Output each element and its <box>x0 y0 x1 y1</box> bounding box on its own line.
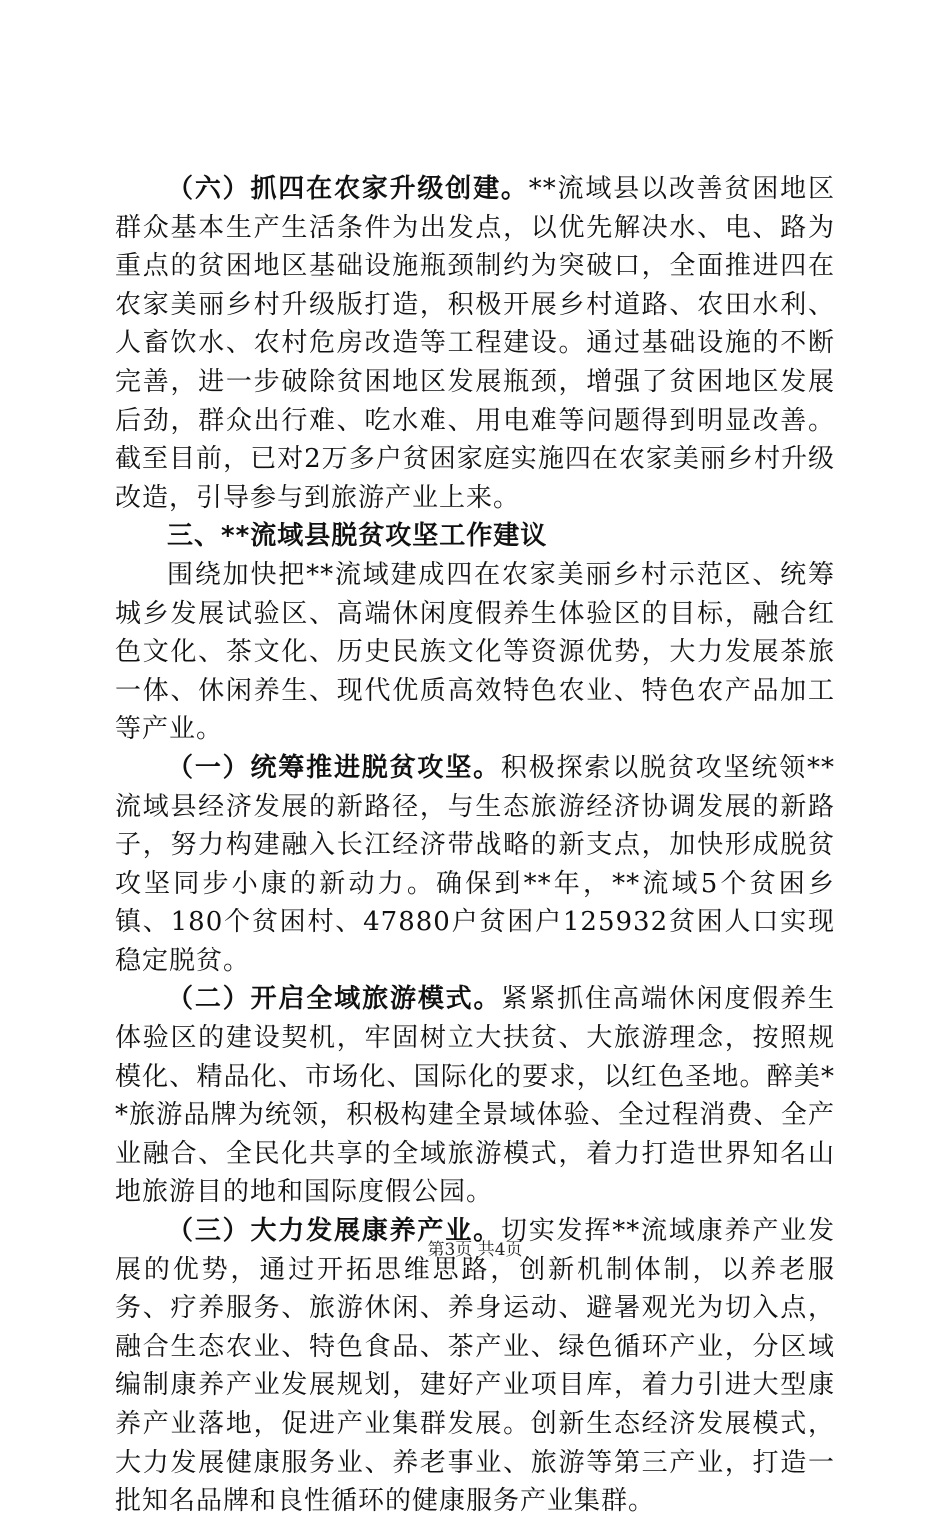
paragraph-text: 积极探索以脱贫攻坚统领**流域县经济发展的新路径，与生态旅游经济协调发展的新路子，努力构建融入长江经济带战略的新支点，加快形成脱贫攻坚同步小康的新动力。确保到**年，**流域5个贫困乡镇、180个贫困村、47880户贫困户125932贫困人口实现稳定脱贫。 <box>115 752 835 976</box>
page-footer: 第3页 共4页 <box>427 1240 523 1260</box>
paragraph-lead: （一）统筹推进脱贫攻坚。 <box>167 752 501 783</box>
paragraph-poverty-alleviation <box>115 749 835 981</box>
paragraph-lead: （三）大力发展康养产业。 <box>167 1216 501 1247</box>
paragraph-lead: （六）抓四在农家升级创建。 <box>167 174 529 204</box>
paragraph-upgrade-creation <box>115 170 835 517</box>
paragraph-text: 围绕加快把**流域建成四在农家美丽乡村示范区、统筹城乡发展试验区、高端休闲度假养生体验区的目标，融合红色文化、茶文化、历史民族文化等资源优势，大力发展茶旅一体、休闲养生、现代优质高效特色农业、特色农产品加工等产业。 <box>115 559 835 745</box>
paragraph-lead: （二）开启全域旅游模式。 <box>167 984 502 1015</box>
document-body <box>115 170 835 1521</box>
paragraph-intro <box>115 556 835 749</box>
paragraph-tourism <box>115 980 835 1212</box>
section-heading: 三、**流域县脱贫攻坚工作建议 <box>167 521 548 552</box>
paragraph-text: 紧紧抓住高端休闲度假养生体验区的建设契机，牢固树立大扶贫、大旅游理念，按照规模化、精品化、市场化、国际化的要求，以红色圣地。醉美**旅游品牌为统领，积极构建全景域体验、全过程消费、全产业融合、全民化共享的全域旅游模式，着力打造世界知名山地旅游目的地和国际度假公园。 <box>115 984 835 1208</box>
paragraph-text: **流域县以改善贫困地区群众基本生产生活条件为出发点，以优先解决水、电、路为重点的贫困地区基础设施瓶颈制约为突破口，全面推进四在农家美丽乡村升级版打造，积极开展乡村道路、农田水利、人畜饮水、农村危房改造等工程建设。通过基础设施的不断完善，进一步破除贫困地区发展瓶颈，增强了贫困地区发展后劲，群众出行难、吃水难、用电难等问题得到明显改善。截至目前，已对2万多户贫困家庭实施四在农家美丽乡村升级改造，引导参与到旅游产业上来。 <box>115 174 835 513</box>
paragraph-text: 切实发挥**流域康养产业发展的优势，通过开拓思维思路，创新机制体制，以养老服务、疗养服务、旅游休闲、养身运动、避暑观光为切入点，融合生态农业、特色食品、茶产业、绿色循环产业，分区域编制康养产业发展规划，建好产业项目库，着力引进大型康养产业落地，促进产业集群发展。创新生态经济发展模式，大力发展健康服务业、养老事业、旅游等第三产业，打造一批知名品牌和良性循环的健康服务产业集群。 <box>115 1216 835 1517</box>
